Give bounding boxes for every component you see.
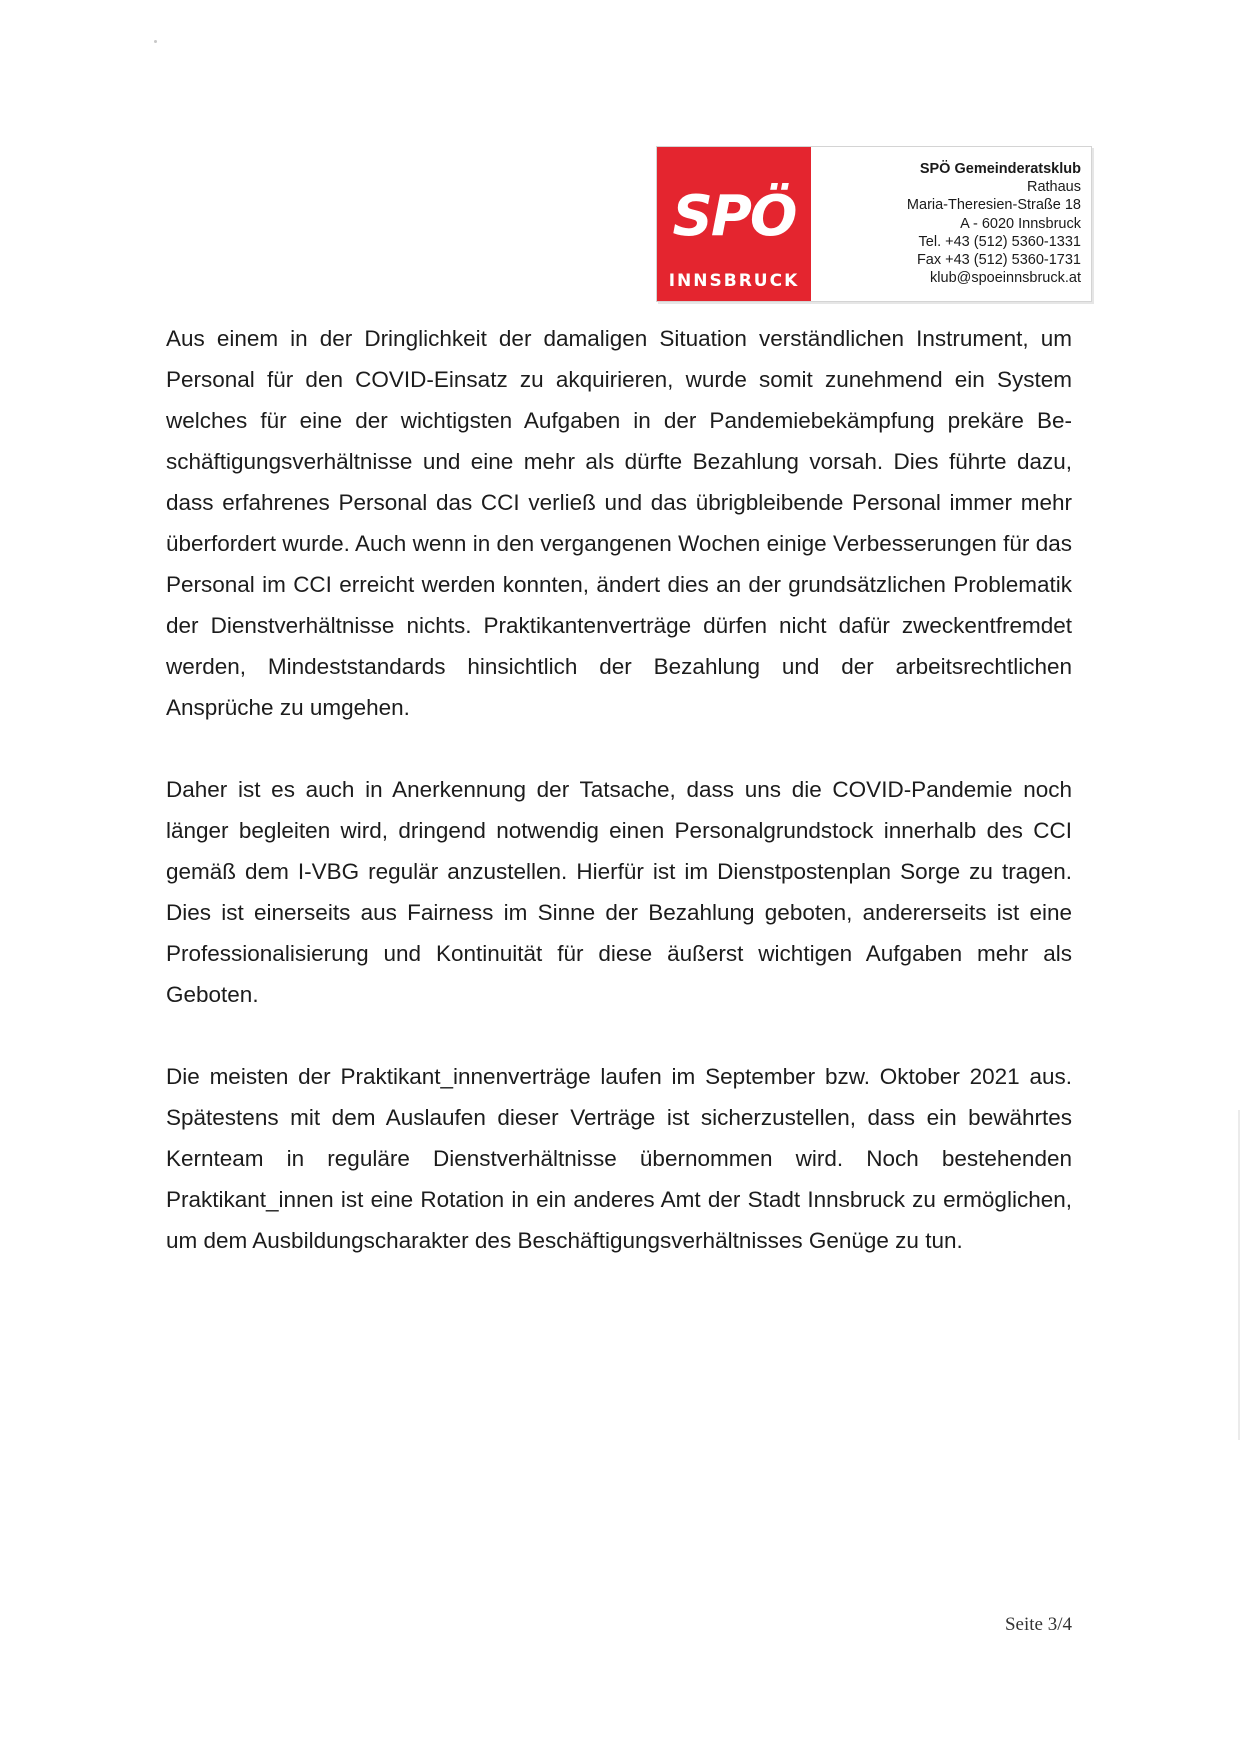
scan-speck: [154, 40, 157, 43]
address-line-building: Rathaus: [1026, 179, 1081, 196]
paragraph-1: Aus einem in der Dringlichkeit der damaligen Situation verständlichen Instrument, um Personal für den COVID-Einsatz zu akquirieren, wurde somit zunehmend ein System welches für eine der wichtigsten Aufgaben in der Pandemiebekämpfung prekäre Beschäftigungsverhältnisse und eine mehr als dürfte Bezahlung vorsah. Dies führte dazu, dass erfahrenes Personal das CCI verließ und das übrigbleibende Personal immer mehr überfordert wurde. Auch wenn in den vergangenen Wochen einige Verbesserungen für das Personal im CCI erreicht werden konnten, ändert dies an der grundsätzlichen Problematik der Dienstverhältnisse nichts. Praktikantenverträge dürfen nicht dafür zweckentfremdet werden, Mindeststandards hinsichtlich der Bezahlung und der arbeitsrechtlichen Ansprüche zu umgehen.: [166, 326, 1072, 720]
page-number: Seite 3/4: [1004, 1614, 1072, 1635]
paragraph-3: Die meisten der Praktikant_innenverträge laufen im September bzw. Oktober 2021 aus. Spätestens mit dem Auslaufen dieser Verträge ist sicherzustellen, dass ein bewährtes Kernteam in reguläre Dienstverhältnisse übernommen wird. Noch bestehenden Praktikant_innen ist eine Rotation in ein anderes Amt der Stadt Innsbruck zu ermöglichen, um dem Ausbildungscharakter des Beschäftigungsverhältnisses Genüge zu tun.: [166, 1064, 1072, 1253]
address-line-email: klub@spoeinnsbruck.at: [930, 270, 1081, 287]
address-line-street: Maria-Theresien-Straße 18: [906, 197, 1081, 214]
letter-body: [166, 318, 1072, 1302]
address-line-city: A - 6020 Innsbruck: [960, 215, 1081, 232]
letterhead: [656, 146, 1092, 302]
address-line-phone: Tel. +43 (512) 5360-1331: [918, 233, 1081, 250]
letterhead-address: [907, 160, 1081, 287]
club-name: SPÖ Gemeinderatsklub: [919, 161, 1081, 177]
address-line-fax: Fax +43 (512) 5360-1731: [916, 252, 1081, 269]
spoe-logo: [657, 147, 811, 301]
paragraph-2: Daher ist es auch in Anerkennung der Tatsache, dass uns die COVID-Pandemie noch länger begleiten wird, dringend notwendig einen Personalgrundstock innerhalb des CCI gemäß dem I-VBG regulär anzustellen. Hierfür ist im Dienstpostenplan Sorge zu tragen. Dies ist einerseits aus Fairness im Sinne der Bezahlung geboten, andererseits ist eine Professionalisierung und Kontinuität für diese äußerst wichtigen Aufgaben mehr als Geboten.: [166, 777, 1072, 1007]
logo-wordmark: SPÖ: [672, 184, 796, 249]
logo-city: INNSBRUCK: [668, 271, 800, 291]
